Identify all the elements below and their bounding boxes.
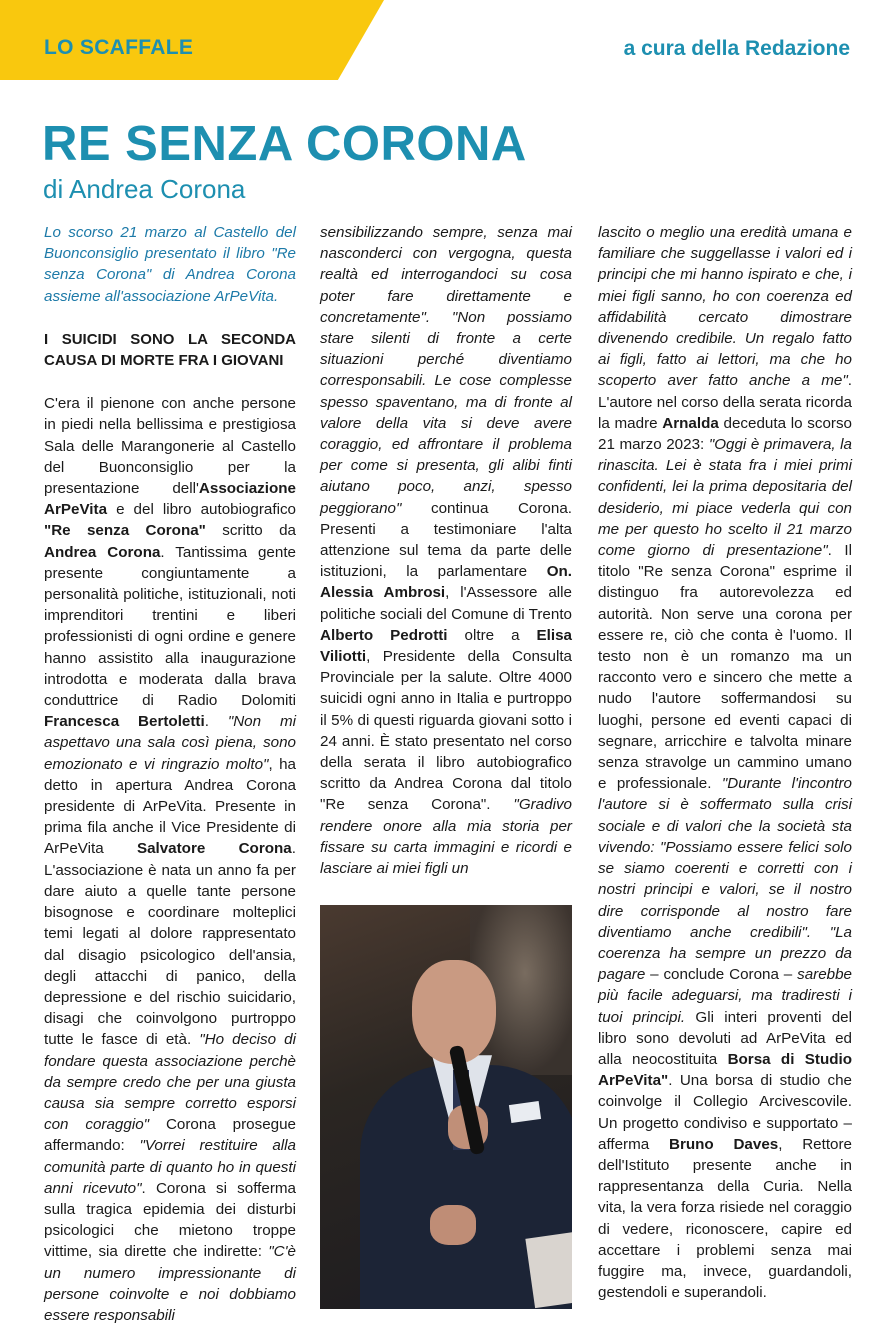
body-text: , Presidente della Consulta Provinciale per la salute. Oltre 4000 suicidi ogni anno in Italia e purtroppo il 5% di questi riguarda giovani sotto i 24 anni. È stato presentato nel corso della serata il libro autobiografico scritto da Andrea Corona dal titolo "Re senza Corona". xyxy=(320,648,572,814)
bold-name: Associazione ArPeVita xyxy=(44,480,296,519)
body-text: . L'autore nel corso della serata ricorda la madre xyxy=(598,372,852,432)
body-text: Gli interi proventi del libro sono devoluti ad ArPeVita ed alla neocostituita xyxy=(598,1008,852,1068)
article-column-2 xyxy=(320,222,572,1309)
bold-name: Elisa Viliotti xyxy=(320,626,572,666)
body-text: . xyxy=(204,713,228,731)
bold-name: Alberto Pedrotti xyxy=(320,626,448,644)
body-text: – conclude Corona – xyxy=(645,966,798,984)
article-column-1 xyxy=(44,222,296,1326)
article-subheading: I SUICIDI SONO LA SECONDA CAUSA DI MORTE FRA I GIOVANI xyxy=(44,330,296,370)
body-text: , ha detto in apertura Andrea Corona presidente di ArPeVita. Presente in prima fila anche il Vice Presidente di ArPeVita xyxy=(44,755,296,858)
bold-name: Francesca Bertoletti xyxy=(44,713,205,731)
body-text: , Rettore dell'Istituto presente anche in rappresentanza della Curia. Nella vita, la vera forza risiede nel coraggio di vedere, riconoscere, capire ed accettare i problemi senza mai fuggire ma, invece, guardandoli, gestendoli e superandoli. xyxy=(598,1135,853,1302)
body-text: continua Corona. Presenti a testimoniare l'alta attenzione sul tema da parte delle istituzioni, la parlamentare xyxy=(320,499,572,581)
quote-text: "Ho deciso di fondare questa associazione perchè da sempre credo che per una giusta causa sia sempre corretto esporsi con coraggio" xyxy=(44,1031,296,1134)
body-text: . Una borsa di studio che coinvolge il Collegio Arcivescovile. Un progetto condiviso e supportato – afferma xyxy=(598,1072,852,1153)
bold-name: Arnalda xyxy=(662,414,719,432)
body-text: . Tantissima gente presente congiuntamente a personalità politiche, istituzionali, noti imprenditori trentini e liberi professionisti di ogni ordine e genere hanno assistito alla inaugurazione introdotta e moderata dalla brava conduttrice di Radio Dolomiti xyxy=(44,543,296,710)
body-paragraph xyxy=(44,393,296,1326)
body-text: deceduta lo scorso 21 marzo 2023: xyxy=(598,414,852,454)
bold-name: Andrea Corona xyxy=(44,543,161,561)
section-label: LO SCAFFALE xyxy=(44,36,194,59)
body-text: . Corona si sofferma sulla tragica epidemia dei disturbi psicologici che mietono troppe vittime, sia dirette che indirette: xyxy=(44,1179,296,1261)
quote-text: sensibilizzando sempre, senza mai nasconderci con vergogna, questa realtà ed interrogandoci su cosa poter fare direttamente e concretamente". "Non possiamo stare silenti di fronte a certe situazioni perché diventiamo corresponsabili. Le cose complesse spesso spaventano, ma di fronte al valore della vita si deve avere coraggio, ed affrontare il problema per come si presenta, gli alibi finti aiutano poco, anzi, spesso peggiorano" xyxy=(320,224,572,517)
body-text: . Il titolo "Re senza Corona" esprime il distinguo fra autorevolezza ed autorità. Non serve una corona per essere re, ciò che conta è l'uomo. Il testo non è un romanzo ma un racconto vero e sincero che mette a nudo l'autore soffermandosi su luoghi, persone ed eventi capaci di segnare, arricchire e talvolta minare senza stravolge un cammino umano e professionale. xyxy=(598,542,852,793)
bold-name: Borsa di Studio ArPeVita" xyxy=(598,1050,852,1090)
article-byline: di Andrea Corona xyxy=(43,174,246,204)
quote-text: "Gradivo rendere onore alla mia storia per fissare su carta immagini e ricordi e lasciare ai miei figli un xyxy=(320,796,572,878)
body-text: . L'associazione è nata un anno fa per dare aiuto a quelle tante persone bisognose e coordinare molteplici temi legati al dolore rappresentato dal disagio psicologico dell'ansia, degli attacchi di panico, della depressione e del rischio suicidario, disagi che coinvolgono purtroppo tutte le fasce di età. xyxy=(44,840,296,1049)
article-intro: Lo scorso 21 marzo al Castello del Buonconsiglio presentato il libro "Re senza Corona" di Andrea Corona assieme all'associazione ArPeVita. xyxy=(44,224,296,305)
author-photo xyxy=(320,905,572,1309)
body-paragraph xyxy=(598,222,852,1303)
bold-name: Bruno Daves xyxy=(668,1135,779,1153)
quote-text: "C'è un numero impressionante di persone coinvolte e noi dobbiamo essere responsabili xyxy=(44,1243,296,1324)
quote-text: "Durante l'incontro l'autore si è soffermato sulla crisi sociale e di valori che la società sta vivendo: "Possiamo essere felici solo se siamo coerenti e corretti con i nostri principi e valori, se il nostro dire corrisponde al nostro fare diventiamo anche credibili". "La coerenza ha sempre un prezzo da pagare xyxy=(598,775,852,984)
bold-name: On. Alessia Ambrosi xyxy=(320,563,572,602)
quote-text: sarebbe più facile adeguarsi, ma tradiresti i tuoi principi. xyxy=(598,966,852,1026)
body-text: , l'Assessore alle politiche sociali del Comune di Trento xyxy=(320,584,572,623)
article-column-3 xyxy=(598,222,852,1303)
quote-text: "Non mi aspettavo una sala così piena, sono emozionato e vi ringrazio molto" xyxy=(44,713,296,773)
quote-text: lascito o meglio una eredità umana e familiare che suggellasse i valori ed i principi che mi hanno ispirato e che, i miei figli sanno, ho con coerenza ed affidabilità cercato dimostrare divenendo credibile. Un regalo fatto ai figli, fatto ai lettori, ma che ho scoperto aver fatto anche a me" xyxy=(598,224,852,390)
body-text: C'era il pienone con anche persone in piedi nella bellissima e prestigiosa Sala delle Marangonerie al Castello del Buonconsiglio per la presentazione dell' xyxy=(44,395,296,498)
body-paragraph xyxy=(320,222,572,879)
body-text: scritto da xyxy=(205,522,296,540)
bold-name: "Re senza Corona" xyxy=(44,522,206,540)
body-text: oltre a xyxy=(447,626,537,644)
article-title: RE SENZA CORONA xyxy=(42,117,527,171)
bold-name: Salvatore Corona xyxy=(136,840,292,858)
quote-text: "Oggi è primavera, la rinascita. Lei è stata fra i miei primi confidenti, lei la prima depositaria del desiderio, mi piace vederla qui con me per questo ho scelto il 21 marzo come giorno di presentazione" xyxy=(598,436,852,560)
editor-credit: a cura della Redazione xyxy=(623,37,850,60)
quote-text: "Vorrei restituire alla comunità parte di quanto ho in questi anni ricevuto" xyxy=(44,1137,297,1197)
body-text: Corona prosegue affermando: xyxy=(44,1116,296,1155)
body-text: e del libro autobiografico xyxy=(107,501,296,519)
